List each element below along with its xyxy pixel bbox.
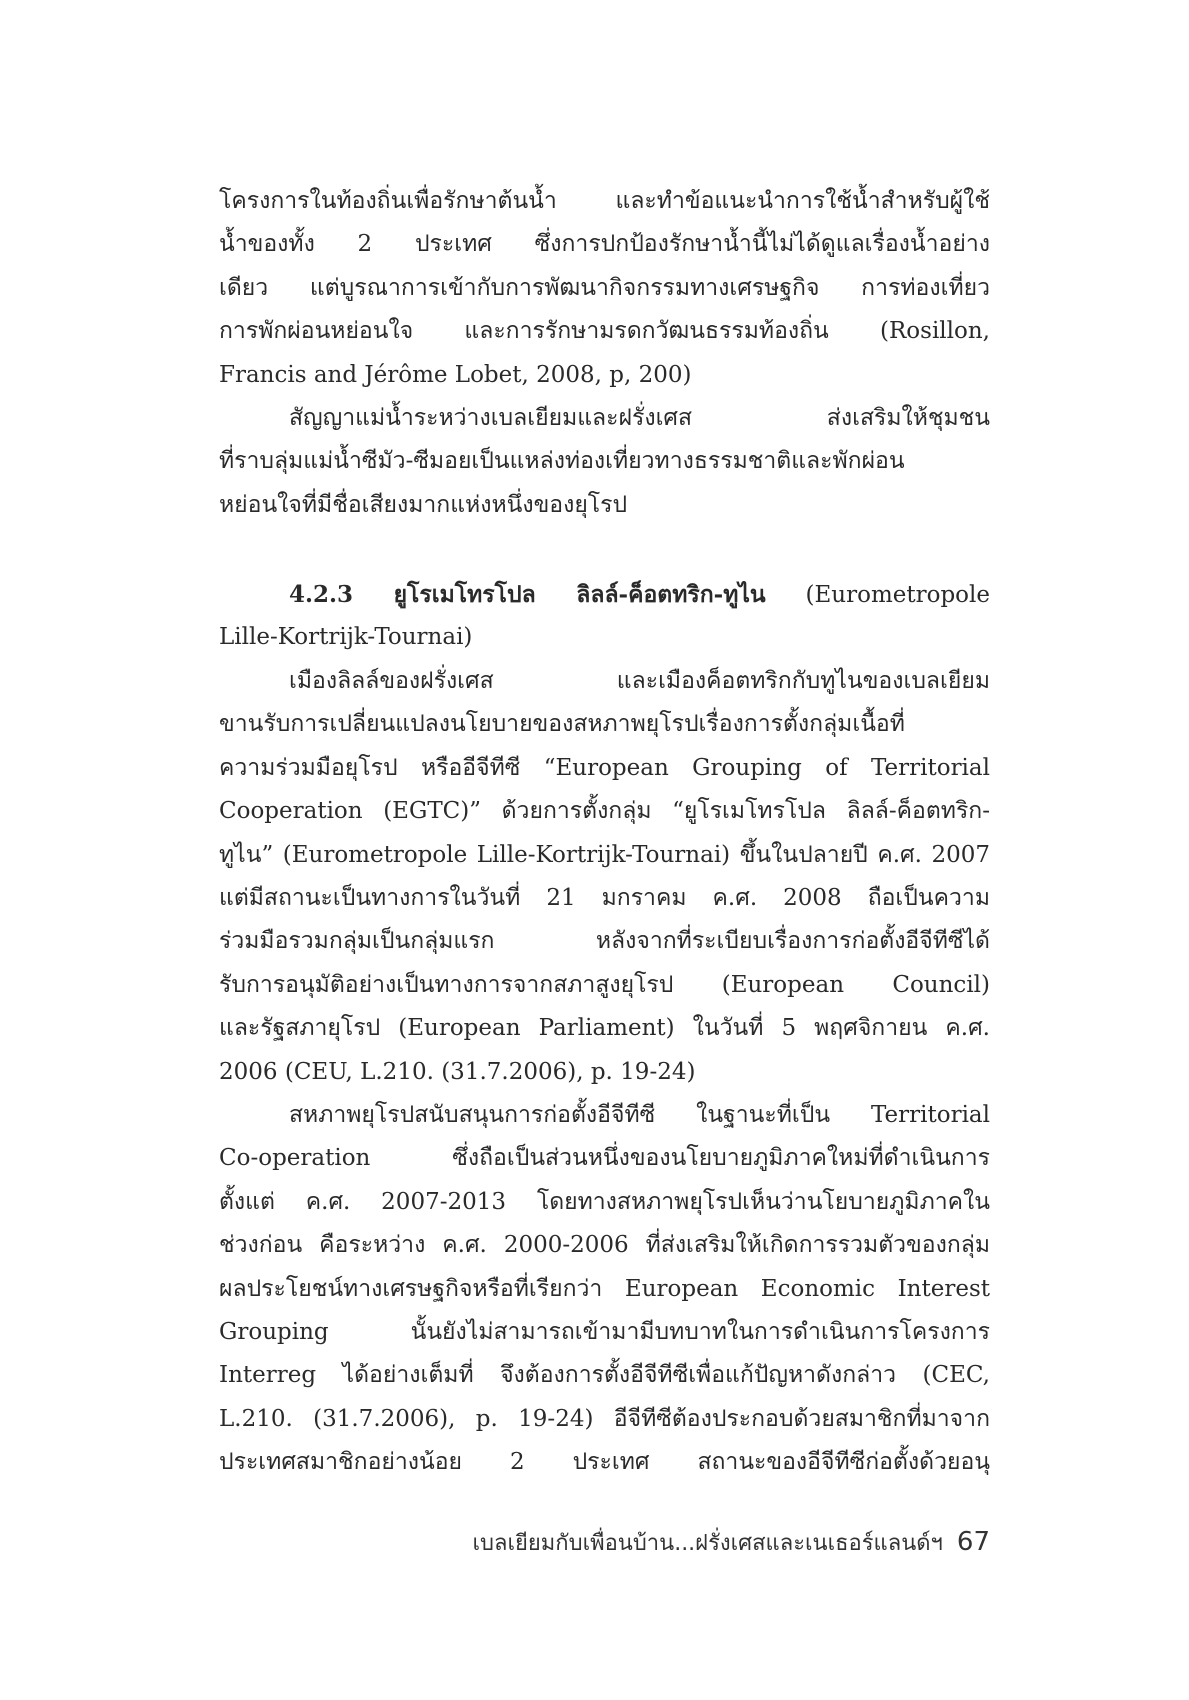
- text-line: น้ำของทั้ง 2 ประเทศ ซึ่งการปกป้องรักษาน้ำนี้ไม่ได้ดูแลเรื่องน้ำอย่าง: [219, 231, 990, 258]
- text-line: เดียว แต่บูรณาการเข้ากับการพัฒนากิจกรรมทางเศรษฐกิจ การท่องเที่ยว: [219, 274, 990, 301]
- text-line: และรัฐสภายุโรป (European Parliament) ในวันที่ 5 พฤศจิกายน ค.ศ.: [219, 1015, 990, 1042]
- page-number: 67: [956, 1527, 990, 1557]
- section-heading-line: [219, 573, 990, 616]
- section-heading: [219, 573, 990, 660]
- text-line: สหภาพยุโรปสนับสนุนการก่อตั้งอีจีทีซี ในฐานะที่เป็น Territorial: [289, 1102, 990, 1128]
- text-line: ประเทศสมาชิกอย่างน้อย 2 ประเทศ สถานะของอีจีทีซีก่อตั้งด้วยอนุ: [219, 1449, 990, 1476]
- paragraph-3: [219, 660, 990, 1094]
- text-line: ตั้งแต่ ค.ศ. 2007-2013 โดยทางสหภาพยุโรปเห็นว่านโยบายภูมิภาคใน: [219, 1188, 990, 1215]
- text-line: แต่มีสถานะเป็นทางการในวันที่ 21 มกราคม ค.ศ. 2008 ถือเป็นความ: [219, 884, 990, 911]
- section-heading-english-line2: Lille-Kortrijk-Tournai): [219, 624, 473, 651]
- running-title: เบลเยียมกับเพื่อนบ้าน...ฝรั่งเศสและเนเธอร์แลนด์ฯ: [472, 1531, 943, 1556]
- text-line: ความร่วมมือยุโรป หรืออีจีทีซี “European Grouping of Territorial: [219, 754, 990, 781]
- section-heading-title: 4.2.3 ยูโรเมโทรโปล ลิลล์-ค็อตทริก-ทูไน: [289, 581, 766, 608]
- section-heading-english: (Eurometropole: [765, 582, 990, 608]
- text-line: Cooperation (EGTC)” ด้วยการตั้งกลุ่ม “ยูโรเมโทรโปล ลิลล์-ค็อตทริก-: [219, 798, 990, 825]
- text-line: Grouping นั้นยังไม่สามารถเข้ามามีบทบาทในการดำเนินการโครงการ: [219, 1318, 990, 1345]
- text-line: รับการอนุมัติอย่างเป็นทางการจากสภาสูงยุโรป (European Council): [219, 971, 990, 998]
- text-line: ผลประโยชน์ทางเศรษฐกิจหรือที่เรียกว่า European Economic Interest: [219, 1275, 990, 1302]
- text-line: หย่อนใจที่มีชื่อเสียงมากแห่งหนึ่งของยุโรป: [219, 491, 628, 518]
- text-line: Francis and Jérôme Lobet, 2008, p, 200): [219, 361, 692, 388]
- page-footer: [460, 1525, 990, 1565]
- text-line: โครงการในท้องถิ่นเพื่อรักษาต้นน้ำ และทำข้อแนะนำการใช้น้ำสำหรับผู้ใช้: [219, 188, 990, 214]
- text-line: Interreg ได้อย่างเต็มที่ จึงต้องการตั้งอีจีทีซีเพื่อแก้ปัญหาดังกล่าว (CEC,: [219, 1362, 990, 1389]
- text-line: ที่ราบลุ่มแม่น้ำซีมัว-ซีมอยเป็นแหล่งท่องเที่ยวทางธรรมชาติและพักผ่อน: [219, 448, 905, 475]
- text-line: เมืองลิลล์ของฝรั่งเศส และเมืองค็อตทริกกับทูไนของเบลเยียม: [289, 668, 990, 694]
- paragraph-4: [219, 1094, 990, 1485]
- paragraph-1: [219, 180, 990, 397]
- text-line: ช่วงก่อน คือระหว่าง ค.ศ. 2000-2006 ที่ส่งเสริมให้เกิดการรวมตัวของกลุ่ม: [219, 1232, 990, 1259]
- text-line: ร่วมมือรวมกลุ่มเป็นกลุ่มแรก หลังจากที่ระเบียบเรื่องการก่อตั้งอีจีทีซีได้: [219, 928, 990, 955]
- text-line: Co-operation ซึ่งถือเป็นส่วนหนึ่งของนโยบายภูมิภาคใหม่ที่ดำเนินการ: [219, 1145, 990, 1172]
- paragraph-2: [219, 397, 990, 527]
- text-line: การพักผ่อนหย่อนใจ และการรักษามรดกวัฒนธรรมท้องถิ่น (Rosillon,: [219, 318, 990, 345]
- text-line: ทูไน” (Eurometropole Lille-Kortrijk-Tournai) ขึ้นในปลายปี ค.ศ. 2007: [219, 841, 990, 868]
- text-line: L.210. (31.7.2006), p. 19-24) อีจีทีซีต้องประกอบด้วยสมาชิกที่มาจาก: [219, 1405, 990, 1432]
- text-line: 2006 (CEU, L.210. (31.7.2006), p. 19-24): [219, 1058, 696, 1085]
- text-line: สัญญาแม่น้ำระหว่างเบลเยียมและฝรั่งเศส ส่งเสริมให้ชุมชน: [289, 405, 990, 431]
- text-line: ขานรับการเปลี่ยนแปลงนโยบายของสหภาพยุโรปเรื่องการตั้งกลุ่มเนื้อที่: [219, 711, 905, 738]
